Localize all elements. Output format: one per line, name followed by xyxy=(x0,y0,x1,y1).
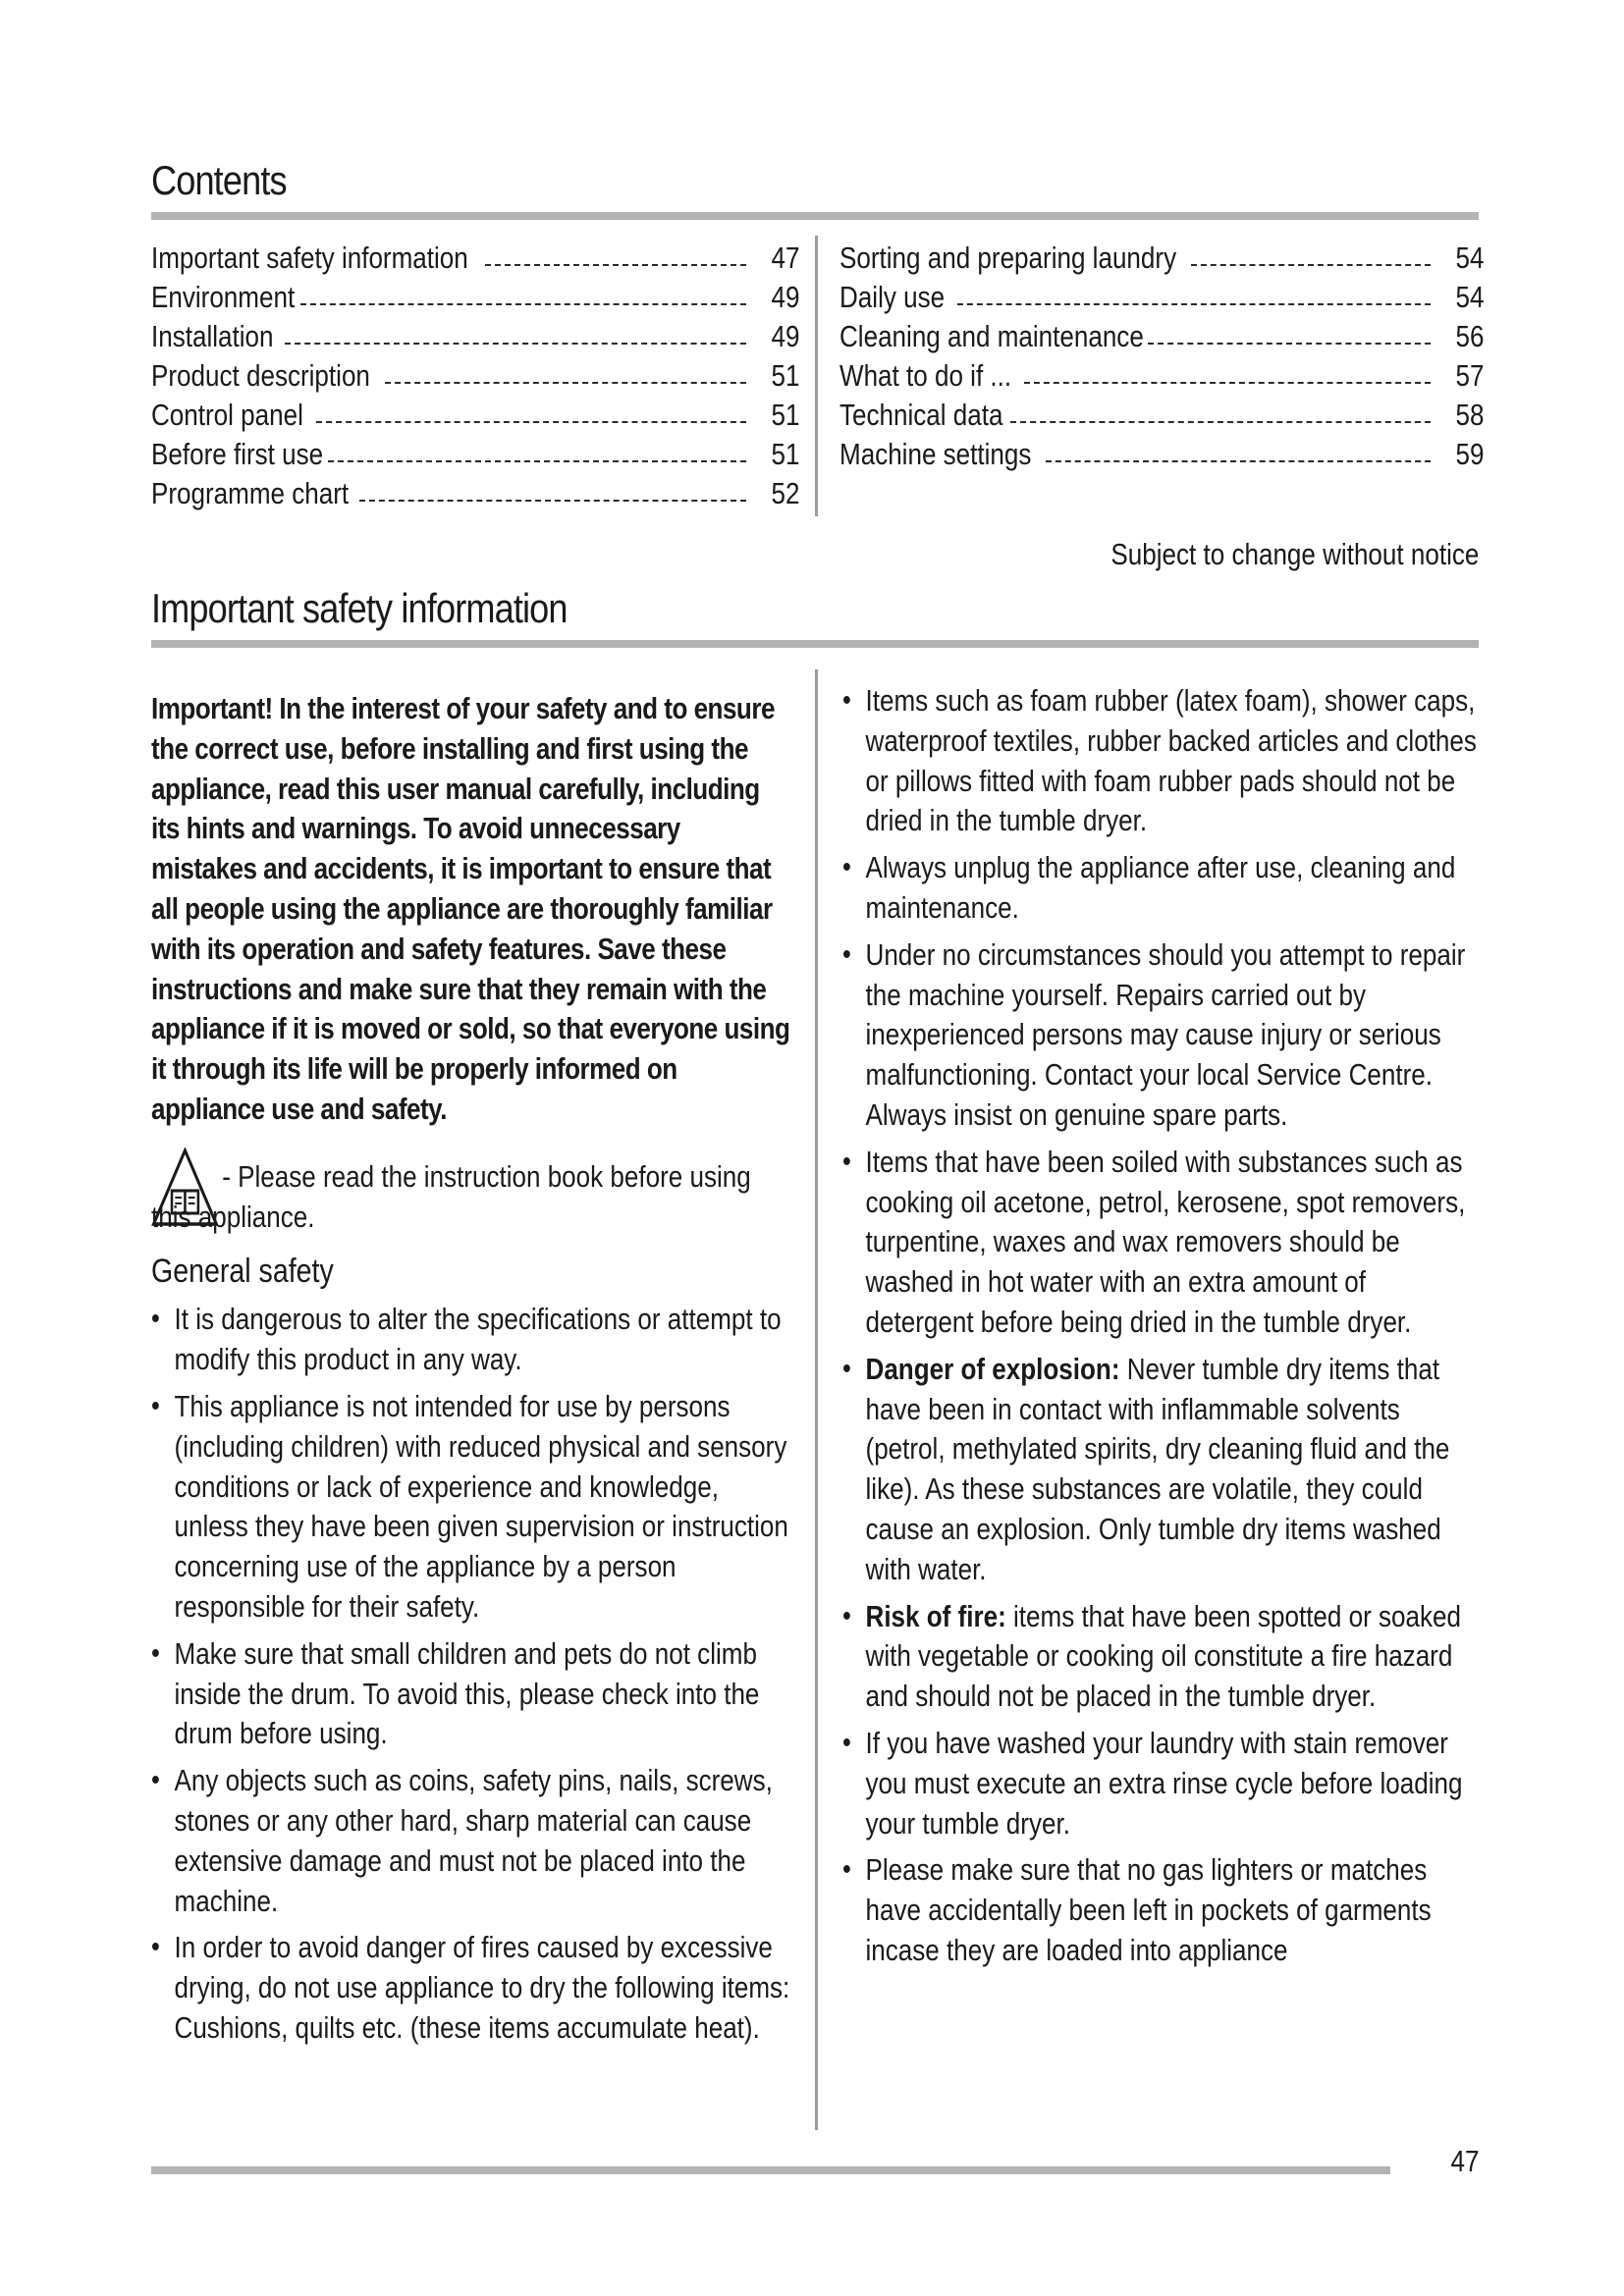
toc-item[interactable]: Daily use 54 xyxy=(839,280,1484,314)
explosion-text: Never tumble dry items that have been in contact with inflammable solvents (petrol, methylated spirits, dry cleaning fluid and the like). As these substances are volatile, they could cause an explosion. Only tumble dry items washed with water. xyxy=(865,1351,1450,1586)
read-book-line2: this appliance. xyxy=(151,1199,315,1234)
list-item: • Items that have been soiled with substances such as cooking oil acetone, petrol, kerosene, spot removers, turpentine, waxes and wax removers should be washed in hot water with an extra amount of detergent before being dried in the tumble dryer. xyxy=(842,1143,1481,1343)
fire-text: items that have been spotted or soaked with vegetable or cooking oil constitute a fire hazard and should not be placed in the tumble dryer. xyxy=(865,1598,1461,1714)
toc-right xyxy=(839,239,1484,474)
safety-rule xyxy=(151,640,1479,648)
list-item: • Please make sure that no gas lighters or matches have accidentally been left in pockets of garments incase they are loaded into appliance xyxy=(842,1850,1481,1970)
toc-item[interactable]: Product description 51 xyxy=(151,358,799,393)
list-item xyxy=(842,1597,1481,1717)
change-notice: Subject to change without notice xyxy=(1110,537,1479,571)
list-item: • This appliance is not intended for use by persons (including children) with reduced physical and sensory conditions or lack of experience and knowledge, unless they have been given supervision or instruction concerning use of the appliance by a person responsible for their safety. xyxy=(151,1387,791,1628)
toc-item[interactable]: Installation 49 xyxy=(151,319,799,353)
read-book-notice xyxy=(151,1157,791,1198)
toc-left xyxy=(151,239,799,513)
fire-label: Risk of fire: xyxy=(865,1598,1006,1633)
list-item: • Items such as foam rubber (latex foam), shower caps, waterproof textiles, rubber backed articles and clothes or pillows fitted with foam rubber pads should not be dried in the tumble dryer. xyxy=(842,681,1481,841)
contents-rule xyxy=(151,212,1479,220)
toc-item[interactable]: Cleaning and maintenance 56 xyxy=(839,319,1484,353)
toc-divider xyxy=(815,236,818,516)
toc-item[interactable]: What to do if ... 57 xyxy=(839,358,1484,393)
intro-paragraph: Important! In the interest of your safety and to ensure the correct use, before installing and first using the appliance, read this user manual carefully, including its hints and warnings. To avoid unnecessary mistakes and accidents, it is important to ensure that all people using the appliance are thoroughly familiar with its operation and safety features. Save these instructions and make sure that they remain with the appliance if it is moved or sold, so that everyone using it through its life will be properly informed on appliance use and safety. xyxy=(151,691,790,1126)
explosion-label: Danger of explosion: xyxy=(865,1351,1120,1386)
column-divider xyxy=(815,669,818,2130)
page-number: 47 xyxy=(1450,2144,1479,2178)
toc-item[interactable]: Programme chart 52 xyxy=(151,476,799,510)
toc-item[interactable]: Sorting and preparing laundry 54 xyxy=(839,240,1484,275)
general-safety-list xyxy=(151,1300,791,2048)
list-item: • It is dangerous to alter the specifications or attempt to modify this product in any way. xyxy=(151,1300,791,1380)
toc-item[interactable]: Machine settings 59 xyxy=(839,437,1484,471)
list-item: • Any objects such as coins, safety pins, nails, screws, stones or any other hard, sharp material can cause extensive damage and must not be placed into the machine. xyxy=(151,1761,791,1921)
safety-title: Important safety information xyxy=(151,585,568,631)
toc-item[interactable]: Environment 49 xyxy=(151,280,799,314)
toc-item[interactable]: Control panel 51 xyxy=(151,398,799,432)
list-item: • If you have washed your laundry with stain remover you must execute an extra rinse cycle before loading your tumble dryer. xyxy=(842,1724,1481,1843)
general-safety-title: General safety xyxy=(151,1253,334,1291)
right-column xyxy=(842,681,1481,1978)
list-item: • In order to avoid danger of fires caused by excessive drying, do not use appliance to dry the following items: Cushions, quilts etc. (these items accumulate heat). xyxy=(151,1928,791,2048)
contents-title: Contents xyxy=(151,157,287,203)
footer-rule xyxy=(151,2166,1390,2174)
list-item: • Make sure that small children and pets do not climb inside the drum. To avoid this, please check into the drum before using. xyxy=(151,1634,791,1754)
read-book-line1: - Please read the instruction book before using xyxy=(222,1158,751,1194)
toc-item[interactable]: Before first use 51 xyxy=(151,437,799,471)
toc-item[interactable]: Technical data 58 xyxy=(839,398,1484,432)
right-safety-list xyxy=(842,681,1481,1971)
list-item: • Under no circumstances should you attempt to repair the machine yourself. Repairs carried out by inexperienced persons may cause injury or serious malfunctioning. Contact your local Service Centre. Always insist on genuine spare parts. xyxy=(842,935,1481,1136)
toc-item[interactable]: Important safety information 47 xyxy=(151,240,799,275)
left-column xyxy=(151,689,791,2056)
list-item: • Always unplug the appliance after use, cleaning and maintenance. xyxy=(842,848,1481,929)
list-item xyxy=(842,1350,1481,1590)
warning-book-icon xyxy=(151,1148,219,1228)
